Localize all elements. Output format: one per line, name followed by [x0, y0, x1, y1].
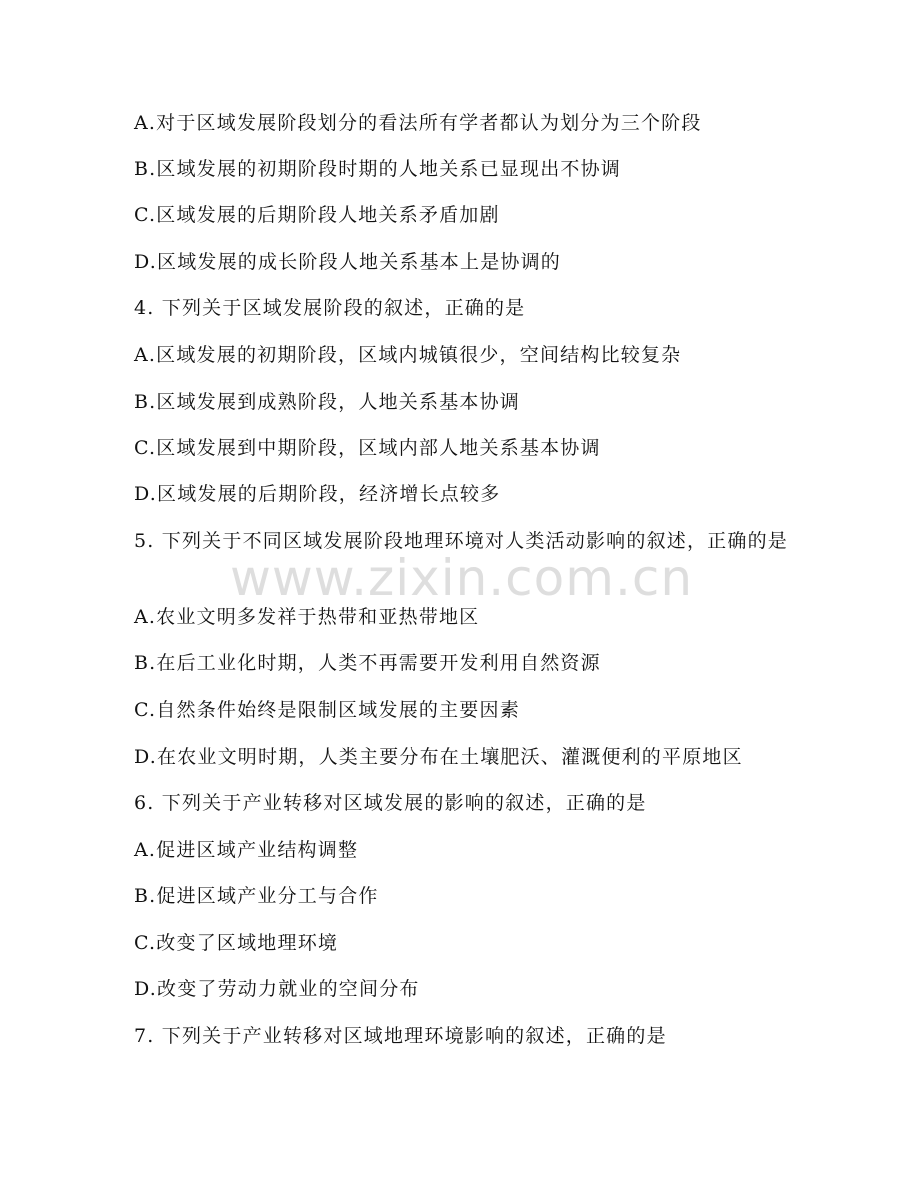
question-5: 5. 下列关于不同区域发展阶段地理环境对人类活动影响的叙述，正确的是: [134, 530, 788, 552]
option-5b: B.在后工业化时期，人类不再需要开发利用自然资源: [134, 652, 601, 674]
question-4: 4. 下列关于区域发展阶段的叙述，正确的是: [134, 297, 526, 319]
watermark: www.zixin.com.cn: [230, 549, 694, 607]
option-4d: D.区域发展的后期阶段，经济增长点较多: [134, 483, 501, 505]
option-6a: A.促进区域产业结构调整: [134, 839, 359, 861]
option-3a: A.对于区域发展阶段划分的看法所有学者都认为划分为三个阶段: [134, 112, 702, 134]
option-3c: C.区域发展的后期阶段人地关系矛盾加剧: [134, 204, 500, 226]
question-7: 7. 下列关于产业转移对区域地理环境影响的叙述，正确的是: [134, 1025, 667, 1047]
option-6c: C.改变了区域地理环境: [134, 932, 339, 954]
option-3d: D.区域发展的成长阶段人地关系基本上是协调的: [134, 251, 561, 273]
option-6b: B.促进区域产业分工与合作: [134, 885, 379, 907]
option-3b: B.区域发展的初期阶段时期的人地关系已显现出不协调: [134, 158, 622, 180]
option-4a: A.区域发展的初期阶段，区域内城镇很少，空间结构比较复杂: [134, 344, 682, 366]
option-4c: C.区域发展到中期阶段，区域内部人地关系基本协调: [134, 437, 601, 459]
option-5a: A.农业文明多发祥于热带和亚热带地区: [134, 606, 480, 628]
option-5d: D.在农业文明时期，人类主要分布在土壤肥沃、灌溉便利的平原地区: [134, 746, 743, 768]
question-6: 6. 下列关于产业转移对区域发展的影响的叙述，正确的是: [134, 792, 647, 814]
option-6d: D.改变了劳动力就业的空间分布: [134, 978, 420, 1000]
option-4b: B.区域发展到成熟阶段，人地关系基本协调: [134, 391, 521, 413]
option-5c: C.自然条件始终是限制区域发展的主要因素: [134, 699, 520, 721]
